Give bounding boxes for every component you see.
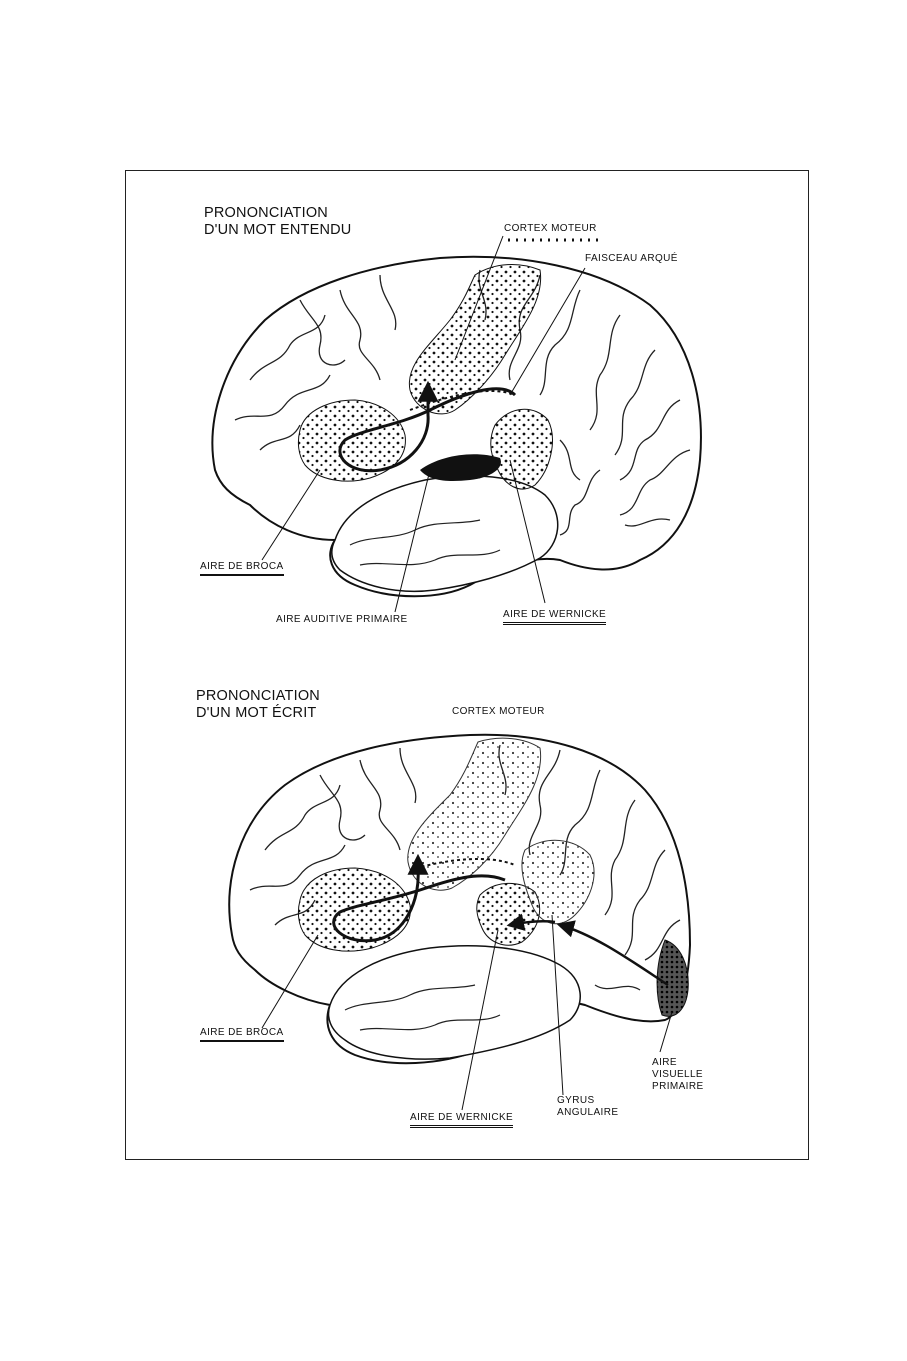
- label-visuelle-line1: AIRE: [652, 1057, 677, 1068]
- label-aire-auditive: AIRE AUDITIVE PRIMAIRE: [276, 614, 408, 625]
- label-aire-wernicke-1: AIRE DE WERNICKE: [503, 609, 606, 625]
- label-aire-broca-2: AIRE DE BROCA: [200, 1027, 284, 1042]
- label-visuelle-line3: PRIMAIRE: [652, 1081, 704, 1092]
- figure2-title-line2: D'UN MOT ÉCRIT: [196, 705, 317, 721]
- figure2-title: [196, 688, 320, 722]
- figure2-title-line1: PRONONCIATION: [196, 688, 320, 704]
- label-gyrus-line2: ANGULAIRE: [557, 1107, 619, 1118]
- brain-ecrit: [229, 735, 690, 1110]
- label-aire-broca-1: AIRE DE BROCA: [200, 561, 284, 576]
- label-gyrus-angulaire: [557, 1095, 618, 1119]
- brain-entendu: [212, 236, 700, 612]
- label-cortex-moteur-1: CORTEX MOTEUR: [504, 223, 597, 234]
- label-gyrus-line1: GYRUS: [557, 1095, 595, 1106]
- label-visuelle-line2: VISUELLE: [652, 1069, 704, 1080]
- figure1-title-line1: PRONONCIATION: [204, 205, 328, 221]
- label-cortex-moteur-2: CORTEX MOTEUR: [452, 706, 545, 717]
- label-faisceau-arque: FAISCEAU ARQUÉ: [585, 253, 678, 264]
- figure1-title-line2: D'UN MOT ENTENDU: [204, 222, 352, 238]
- label-aire-visuelle: [652, 1057, 704, 1093]
- figure1-title: [204, 205, 351, 239]
- label-aire-wernicke-2: AIRE DE WERNICKE: [410, 1112, 513, 1128]
